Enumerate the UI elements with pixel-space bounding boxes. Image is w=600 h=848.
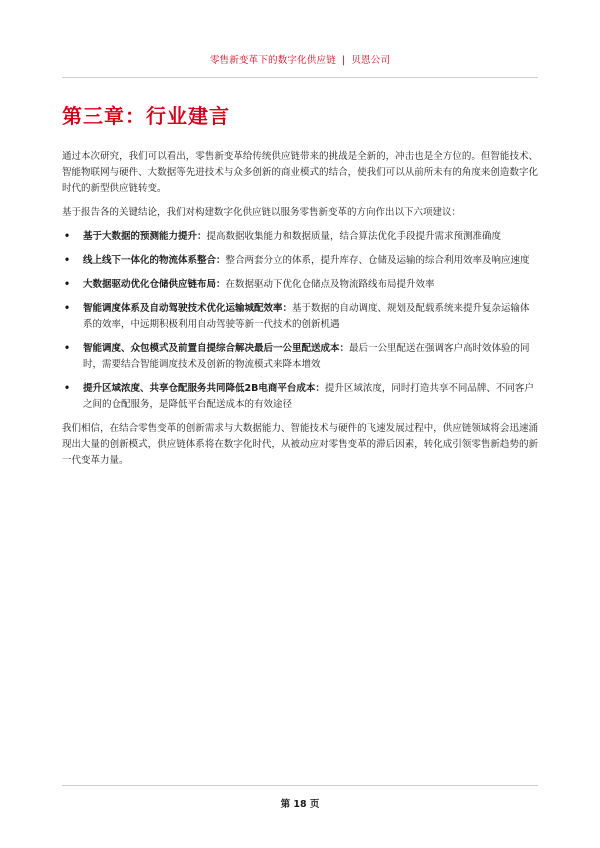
recommendation-item: [62, 253, 538, 269]
page-number: 第 18 页: [280, 799, 320, 810]
recommendation-title: 智能调度体系及自动驾驶技术优化运输城配效率：: [83, 303, 293, 314]
recommendation-text: 提升区域浓度，同时打造共享不同品牌、不同客户之间的仓配服务，是降低平台配送成本的有效途径: [83, 383, 534, 410]
chapter-title: 第三章：行业建言: [62, 104, 230, 128]
bullet-icon: •: [64, 279, 71, 290]
recommendation-item: [62, 277, 538, 293]
recommendation-item: [62, 229, 538, 245]
bullet-icon: •: [64, 343, 71, 354]
header-separator: |: [341, 55, 346, 66]
recommendation-text: 整合两套分立的体系，提升库存、仓储及运输的综合利用效率及响应速度: [225, 255, 530, 266]
header-company: 贝恩公司: [351, 55, 391, 66]
recommendation-text: 提高数据收集能力和数据质量，结合算法优化手段提升需求预测准确度: [206, 231, 502, 242]
bullet-icon: •: [64, 303, 71, 314]
bullet-icon: •: [64, 383, 71, 394]
recommendation-text: 在数据驱动下优化仓储点及物流路线布局提升效率: [225, 279, 435, 290]
recommendation-text: 基于数据的自动调度、规划及配载系统来提升复杂运输体系的效率，中远期积极利用自动驾驶等新一代技术的创新机遇: [83, 303, 530, 330]
recommendations-list: [62, 229, 538, 413]
recommendations-lead-in: 基于报告各的关键结论，我们对构建数字化供应链以服务零售新变革的方向作出以下六项建议：: [62, 207, 462, 218]
header-divider: [62, 77, 538, 78]
running-header: [0, 52, 600, 66]
recommendation-text: 最后一公里配送在强调客户高时效体验的同时，需要结合智能调度技术及创新的物流模式来降本增效: [83, 343, 530, 370]
recommendation-title: 线上线下一体化的物流体系整合：: [83, 255, 226, 266]
recommendation-title: 基于大数据的预测能力提升：: [83, 231, 207, 242]
recommendation-item: [62, 381, 538, 413]
recommendation-title: 智能调度、众包模式及前置自提综合解决最后一公里配送成本：: [83, 343, 350, 354]
intro-paragraph: 通过本次研究，我们可以看出，零售新变革给传统供应链带来的挑战是全新的，冲击也是全方位的。但智能技术、智能物联网与硬件、大数据等先进技术与众多创新的商业模式的结合，使我们可以从前所未有的角度来创造数字化时代的新型供应链转变。: [62, 151, 538, 194]
bullet-icon: •: [64, 231, 71, 242]
header-report-title: 零售新变革下的数字化供应链: [209, 55, 336, 66]
page-body: [62, 149, 538, 477]
recommendation-item: [62, 341, 538, 373]
recommendation-title: 提升区域浓度、共享仓配服务共同降低2B电商平台成本：: [83, 383, 325, 394]
recommendation-title: 大数据驱动优化仓储供应链布局：: [83, 279, 226, 290]
footer-divider: [62, 785, 538, 786]
recommendation-item: [62, 301, 538, 333]
closing-paragraph: 我们相信，在结合零售变革的创新需求与大数据能力、智能技术与硬件的飞速发展过程中，供应链领域将会迅速涌现出大量的创新模式，供应链体系将在数字化时代，从被动应对零售变革的滞后因素，转化成引领零售新趋势的新一代变革力量。: [62, 423, 538, 466]
bullet-icon: •: [64, 255, 71, 266]
